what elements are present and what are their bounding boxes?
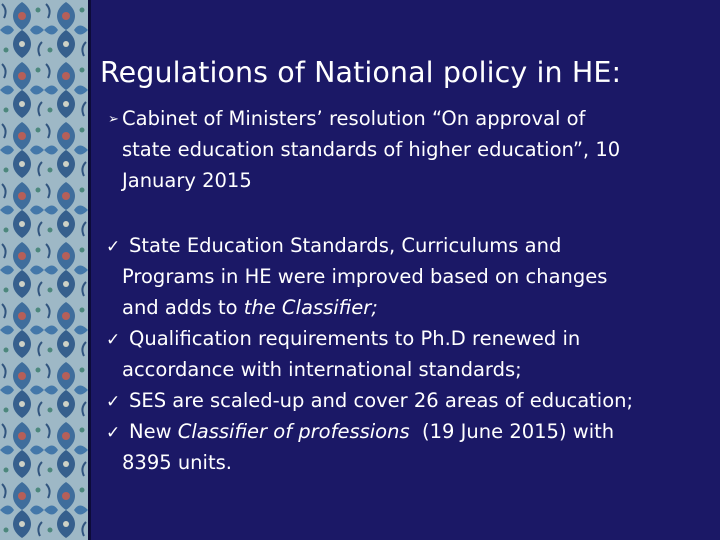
slide-title: Regulations of National policy in HE:	[100, 56, 622, 89]
item-text-italic: the Classifier;	[243, 296, 378, 319]
item-text-line	[129, 416, 614, 447]
tile-divider	[88, 0, 91, 540]
list-item-resolution	[122, 103, 620, 196]
check-bullet-icon: ✓	[106, 237, 121, 257]
tile-pattern-graphic	[0, 0, 88, 540]
item-text-line: Qualification requirements to Ph.D renewed in	[129, 327, 581, 350]
item-text-line: accordance with international standards;	[122, 358, 522, 381]
item-text-line	[122, 292, 607, 323]
item-text-plain: (19 June 2015) with	[409, 420, 615, 443]
item-text-line: State Education Standards, Curriculums and	[129, 234, 562, 257]
item-text-line: SES are scaled-up and cover 26 areas of education;	[129, 389, 634, 412]
item-text-line: Programs in HE were improved based on changes	[122, 265, 608, 288]
list-item-standards	[122, 230, 607, 323]
item-text-plain: and adds to	[122, 296, 244, 319]
list-item-qualification	[122, 323, 580, 385]
item-text-italic: Classifier of professions	[177, 420, 410, 443]
check-bullet-icon: ✓	[106, 392, 121, 412]
item-text-line: state education standards of higher education”, 10	[122, 138, 621, 161]
item-text-line: Cabinet of Ministers’ resolution “On approval of	[122, 107, 586, 130]
item-text-line: 8395 units.	[122, 451, 232, 474]
decorative-tile-pattern	[0, 0, 88, 540]
list-item-classifier	[122, 416, 614, 478]
check-bullet-icon: ✓	[106, 423, 121, 443]
list-item-ses	[122, 385, 633, 416]
arrow-bullet-icon: ➢	[108, 112, 119, 127]
check-bullet-icon: ✓	[106, 330, 121, 350]
item-text-line: January 2015	[122, 169, 252, 192]
item-text-plain: New	[129, 420, 178, 443]
